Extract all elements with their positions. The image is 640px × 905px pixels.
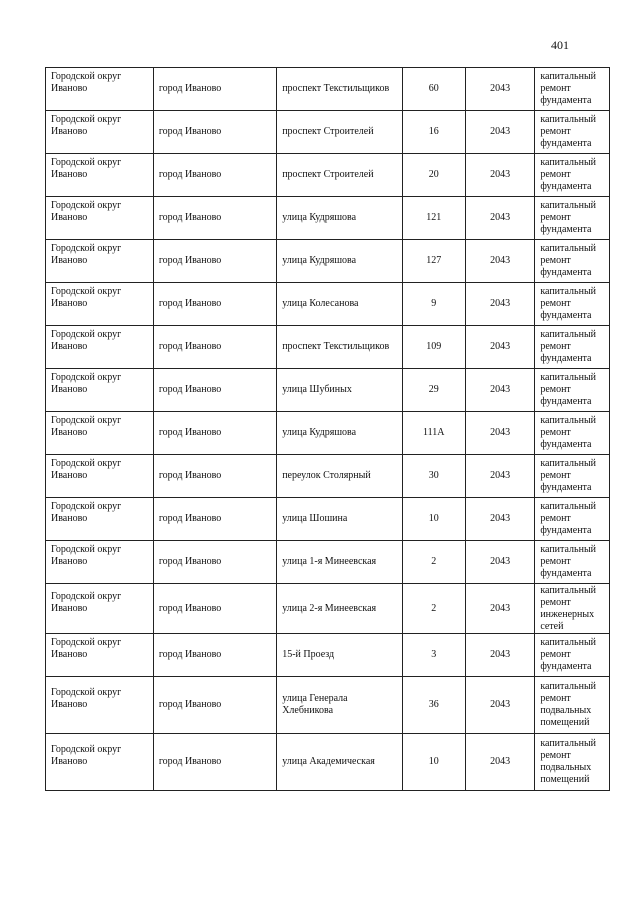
cell-street: улица Генерала Хлебникова: [277, 677, 402, 734]
cell-street: проспект Строителей: [277, 111, 402, 154]
cell-work: капитальный ремонт фундамента: [535, 240, 610, 283]
table-row: [46, 634, 610, 677]
table-row: [46, 677, 610, 734]
table-row: [46, 369, 610, 412]
cell-okrug: Городской округ Иваново: [46, 634, 154, 677]
cell-street: 15-й Проезд: [277, 634, 402, 677]
cell-street: переулок Столярный: [277, 455, 402, 498]
cell-okrug: Городской округ Иваново: [46, 283, 154, 326]
cell-street: улица 2-я Минеевская: [277, 584, 402, 634]
cell-street: проспект Текстильщиков: [277, 68, 402, 111]
cell-year: 2043: [465, 68, 534, 111]
cell-street: улица Шубиных: [277, 369, 402, 412]
cell-street: улица 1-я Минеевская: [277, 541, 402, 584]
cell-city: город Иваново: [153, 369, 276, 412]
cell-city: город Иваново: [153, 634, 276, 677]
cell-year: 2043: [465, 734, 534, 791]
cell-okrug: Городской округ Иваново: [46, 154, 154, 197]
cell-work: капитальный ремонт фундамента: [535, 197, 610, 240]
cell-year: 2043: [465, 498, 534, 541]
cell-house: 9: [402, 283, 465, 326]
table-row: [46, 498, 610, 541]
table-row: [46, 584, 610, 634]
cell-city: город Иваново: [153, 584, 276, 634]
cell-city: город Иваново: [153, 240, 276, 283]
cell-year: 2043: [465, 412, 534, 455]
cell-year: 2043: [465, 455, 534, 498]
cell-city: город Иваново: [153, 498, 276, 541]
cell-house: 2: [402, 541, 465, 584]
cell-street: проспект Текстильщиков: [277, 326, 402, 369]
register-table: [45, 67, 610, 791]
cell-house: 10: [402, 498, 465, 541]
cell-okrug: Городской округ Иваново: [46, 498, 154, 541]
cell-house: 121: [402, 197, 465, 240]
cell-year: 2043: [465, 326, 534, 369]
cell-work: капитальный ремонт фундамента: [535, 455, 610, 498]
cell-work: капитальный ремонт подвальных помещений: [535, 734, 610, 791]
cell-okrug: Городской округ Иваново: [46, 677, 154, 734]
cell-street: проспект Строителей: [277, 154, 402, 197]
cell-city: город Иваново: [153, 154, 276, 197]
cell-work: капитальный ремонт фундамента: [535, 541, 610, 584]
cell-house: 127: [402, 240, 465, 283]
cell-city: город Иваново: [153, 677, 276, 734]
cell-year: 2043: [465, 154, 534, 197]
cell-city: город Иваново: [153, 68, 276, 111]
cell-house: 20: [402, 154, 465, 197]
cell-okrug: Городской округ Иваново: [46, 584, 154, 634]
cell-house: 3: [402, 634, 465, 677]
cell-okrug: Городской округ Иваново: [46, 541, 154, 584]
cell-year: 2043: [465, 283, 534, 326]
cell-city: город Иваново: [153, 541, 276, 584]
cell-year: 2043: [465, 197, 534, 240]
cell-city: город Иваново: [153, 111, 276, 154]
table-row: [46, 734, 610, 791]
cell-work: капитальный ремонт фундамента: [535, 154, 610, 197]
cell-house: 111А: [402, 412, 465, 455]
cell-city: город Иваново: [153, 197, 276, 240]
cell-house: 30: [402, 455, 465, 498]
cell-okrug: Городской округ Иваново: [46, 734, 154, 791]
table-row: [46, 154, 610, 197]
table-row: [46, 68, 610, 111]
table-row: [46, 111, 610, 154]
cell-street: улица Академическая: [277, 734, 402, 791]
cell-work: капитальный ремонт фундамента: [535, 326, 610, 369]
cell-street: улица Кудряшова: [277, 240, 402, 283]
cell-year: 2043: [465, 111, 534, 154]
cell-okrug: Городской округ Иваново: [46, 369, 154, 412]
table-row: [46, 326, 610, 369]
cell-year: 2043: [465, 541, 534, 584]
table-row: [46, 455, 610, 498]
cell-city: город Иваново: [153, 412, 276, 455]
cell-year: 2043: [465, 584, 534, 634]
table-row: [46, 240, 610, 283]
cell-house: 2: [402, 584, 465, 634]
cell-okrug: Городской округ Иваново: [46, 326, 154, 369]
register-table-body: [46, 68, 610, 791]
cell-okrug: Городской округ Иваново: [46, 240, 154, 283]
page-number: 401: [551, 38, 569, 52]
cell-city: город Иваново: [153, 455, 276, 498]
table-row: [46, 412, 610, 455]
cell-street: улица Кудряшова: [277, 197, 402, 240]
cell-city: город Иваново: [153, 326, 276, 369]
cell-work: капитальный ремонт фундамента: [535, 412, 610, 455]
cell-house: 16: [402, 111, 465, 154]
cell-work: капитальный ремонт фундамента: [535, 369, 610, 412]
cell-house: 109: [402, 326, 465, 369]
cell-work: капитальный ремонт инженерных сетей: [535, 584, 610, 634]
cell-work: капитальный ремонт фундамента: [535, 634, 610, 677]
cell-okrug: Городской округ Иваново: [46, 412, 154, 455]
cell-street: улица Шошина: [277, 498, 402, 541]
cell-year: 2043: [465, 634, 534, 677]
cell-work: капитальный ремонт фундамента: [535, 498, 610, 541]
cell-house: 10: [402, 734, 465, 791]
cell-work: капитальный ремонт фундамента: [535, 68, 610, 111]
cell-city: город Иваново: [153, 734, 276, 791]
cell-okrug: Городской округ Иваново: [46, 197, 154, 240]
cell-house: 60: [402, 68, 465, 111]
cell-okrug: Городской округ Иваново: [46, 68, 154, 111]
table-row: [46, 541, 610, 584]
cell-work: капитальный ремонт фундамента: [535, 111, 610, 154]
cell-street: улица Колесанова: [277, 283, 402, 326]
cell-okrug: Городской округ Иваново: [46, 111, 154, 154]
table-row: [46, 197, 610, 240]
cell-city: город Иваново: [153, 283, 276, 326]
cell-work: капитальный ремонт подвальных помещений: [535, 677, 610, 734]
cell-house: 29: [402, 369, 465, 412]
cell-okrug: Городской округ Иваново: [46, 455, 154, 498]
cell-year: 2043: [465, 369, 534, 412]
cell-year: 2043: [465, 677, 534, 734]
cell-year: 2043: [465, 240, 534, 283]
table-row: [46, 283, 610, 326]
cell-work: капитальный ремонт фундамента: [535, 283, 610, 326]
cell-house: 36: [402, 677, 465, 734]
cell-street: улица Кудряшова: [277, 412, 402, 455]
